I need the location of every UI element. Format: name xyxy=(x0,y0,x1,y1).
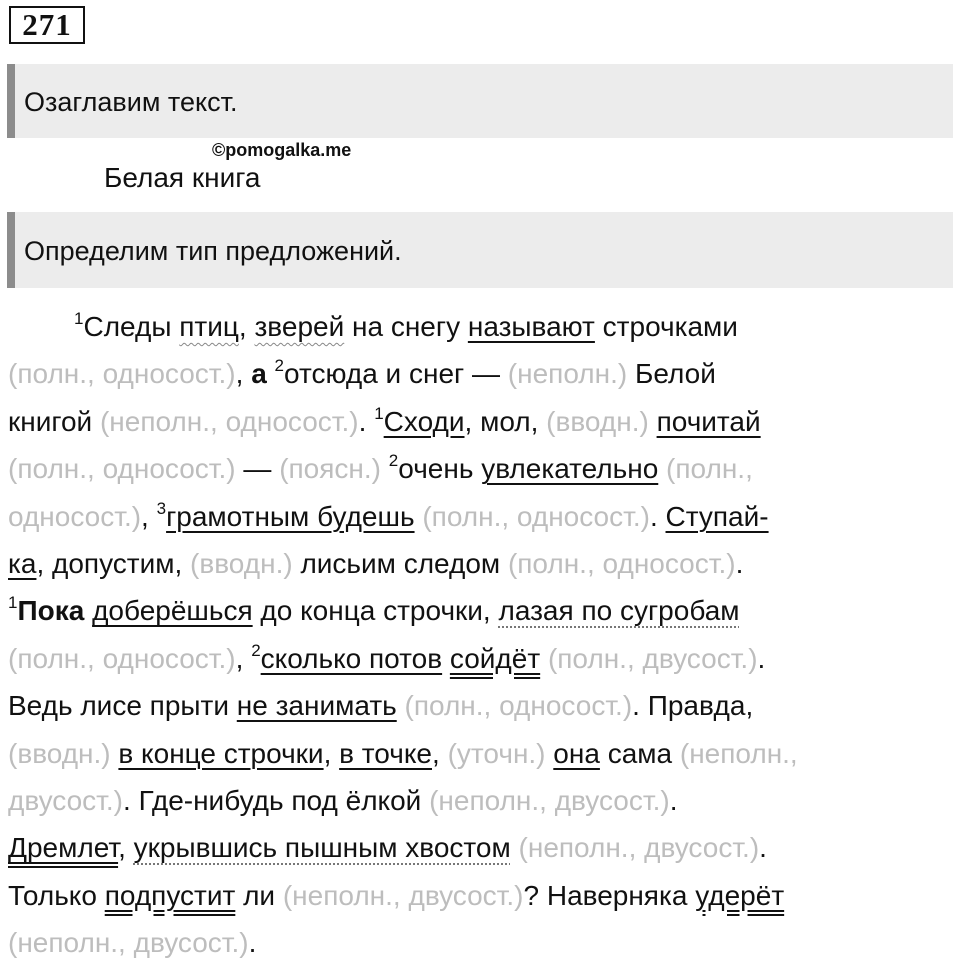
text-title: Белая книга xyxy=(104,162,261,193)
word: мол, xyxy=(480,405,539,437)
annotation: (полн., односост.) xyxy=(422,500,650,532)
word-attribute: зверей xyxy=(254,311,345,342)
word: Правда, xyxy=(647,690,754,722)
word-predicate: Сходи xyxy=(383,405,465,437)
word: Только xyxy=(8,879,97,911)
conjunction: а xyxy=(251,358,267,390)
text-line: Ведь лисе прыти не занимать (полн., односост.). Правда, xyxy=(8,690,754,722)
word-adverbial: лазая по сугробам xyxy=(498,595,740,627)
annotation: (неполн., односост.) xyxy=(99,405,359,437)
text-line xyxy=(8,587,944,634)
word-predicate: Дремлет xyxy=(8,832,119,864)
annotation: (неполн., двусост.) xyxy=(282,879,524,911)
text-line: односост.), $^3$грамотным будешь (полн., односост.). Ступай- xyxy=(8,498,769,532)
annotation: (полн., двусост.) xyxy=(547,642,758,674)
annotation: (неполн., двусост.) xyxy=(8,927,249,959)
word-predicate: грамотным будешь xyxy=(166,500,415,532)
annotation: (полн., односост.) xyxy=(404,690,633,722)
text-line: (полн., односост.), а $^2$отсюда и снег — (неполн.) Белой xyxy=(8,356,716,390)
word-attribute: птиц xyxy=(179,311,239,342)
word-predicate: увлекательно xyxy=(481,453,659,485)
annotation: (полн., односост.) xyxy=(8,642,236,674)
word: Белой xyxy=(634,358,716,390)
text-line: (полн., односост.) — (поясн.) $^2$очень увлекательно (полн., xyxy=(8,451,753,485)
word-predicate: доберёшься xyxy=(92,595,253,627)
word: Наверняка xyxy=(546,879,688,911)
annotation: (полн., односост.) xyxy=(8,358,236,390)
text-line: $^1$Следы птиц, зверей на снегу называют строчками xyxy=(74,309,738,342)
text-line: (вводн.) в конце строчки, в точке, (уточн.) она сама (неполн., xyxy=(8,737,798,769)
clause-number: 2 xyxy=(388,451,399,471)
annotation: (уточн.) xyxy=(447,737,546,769)
text-line: ка, допустим, (вводн.) лисьим следом (полн., односост.). xyxy=(8,548,744,580)
word: до конца строчки, xyxy=(260,595,491,627)
word: Где-нибудь под ёлкой xyxy=(138,785,422,817)
word: отсюда и снег — xyxy=(284,358,501,390)
word-adverbial: в конце строчки xyxy=(118,737,324,769)
annotation: (вводн.) xyxy=(190,548,293,580)
annotation: (полн., xyxy=(666,453,753,485)
word-subject: она xyxy=(553,737,600,769)
clause-number: 1 xyxy=(374,403,384,423)
word-predicate: не занимать xyxy=(236,690,397,722)
annotation: (вводн.) xyxy=(546,405,649,437)
word: строчками xyxy=(602,311,738,342)
annotation: (полн., односост.) xyxy=(507,548,736,580)
clause-number: 3 xyxy=(156,498,167,518)
annotation: односост.) xyxy=(8,500,142,532)
word-predicate: ка xyxy=(8,548,37,580)
text-line: двусост.). Где-нибудь под ёлкой (неполн., двусост.). xyxy=(8,785,678,817)
text-line: (неполн., двусост.). xyxy=(8,927,257,959)
annotation: (неполн., двусост.) xyxy=(429,785,670,817)
exercise-number: 271 xyxy=(9,6,85,44)
word: на снегу xyxy=(352,311,461,342)
word-predicate: подпустит xyxy=(104,879,236,911)
word: допустим, xyxy=(52,548,183,580)
word: очень xyxy=(398,453,474,485)
annotation: (неполн., двусост.) xyxy=(518,832,760,864)
word: книгой xyxy=(8,405,93,437)
word-predicate: почитай xyxy=(656,405,761,437)
word-predicate: называют xyxy=(467,311,595,342)
annotation: (полн., односост.) xyxy=(8,453,236,485)
analyzed-text xyxy=(8,303,944,967)
word-adverbial: укрывшись пышным хвостом xyxy=(133,832,511,864)
text-line: Только подпустит ли (неполн., двусост.)? Наверняка удерёт xyxy=(8,879,785,911)
task-header-type-text: Определим тип предложений. xyxy=(24,236,402,266)
annotation: (неполн., xyxy=(679,737,798,769)
clause-number: 1 xyxy=(74,309,84,328)
word-subject: сколько потов xyxy=(260,642,443,674)
text-line: Дремлет, укрывшись пышным хвостом (неполн., двусост.). xyxy=(8,832,767,864)
watermark: ©pomogalka.me xyxy=(212,140,352,160)
word-predicate: сойдёт xyxy=(449,642,541,674)
word-predicate: Ступай- xyxy=(665,500,769,532)
word-predicate: удерёт xyxy=(695,879,785,911)
clause-number: 2 xyxy=(274,356,285,376)
clause-number: 1 xyxy=(8,593,18,613)
annotation: (неполн.) xyxy=(507,358,628,390)
word: Следы xyxy=(83,311,172,342)
clause-number: 2 xyxy=(251,640,261,660)
word-adverbial: в точке xyxy=(339,737,432,769)
task-header-title xyxy=(7,64,953,138)
word: Ведь лисе прыти xyxy=(8,690,229,722)
word: сама xyxy=(607,737,673,769)
word: лисьим следом xyxy=(300,548,501,580)
text-line: книгой (неполн., односост.). $^1$Сходи, мол, (вводн.) почитай xyxy=(8,403,761,437)
task-header-title-text: Озаглавим текст. xyxy=(24,87,238,117)
conjunction: Пока xyxy=(17,595,85,627)
annotation: (поясн.) xyxy=(279,453,381,485)
word: ли xyxy=(243,879,276,911)
annotation: (вводн.) xyxy=(8,737,111,769)
annotation: двусост.) xyxy=(8,785,123,817)
task-header-type xyxy=(7,212,953,288)
text-line: (полн., односост.), $^2$сколько потов сойдёт (полн., двусост.). xyxy=(8,640,766,674)
